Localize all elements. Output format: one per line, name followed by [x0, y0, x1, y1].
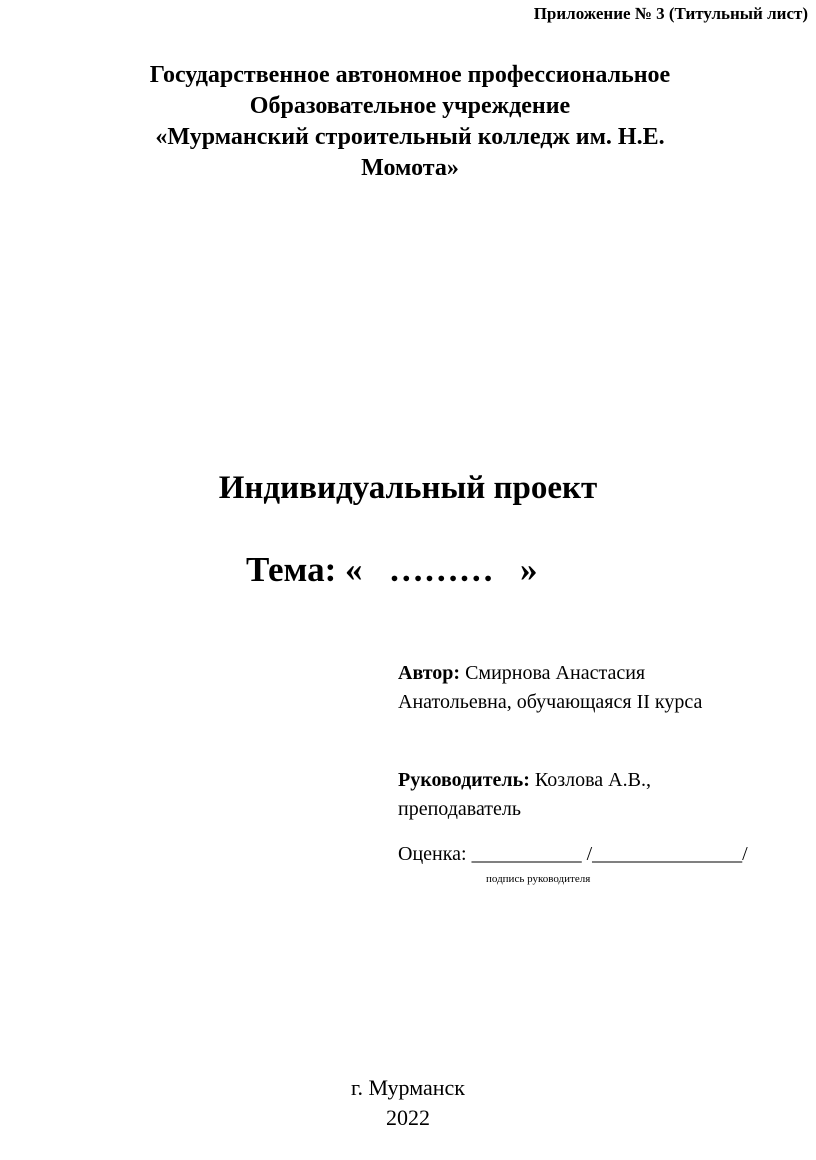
author-line-2: Анатольевна, обучающаяся II курса [398, 691, 703, 713]
supervisor-label: Руководитель: [398, 769, 530, 791]
signature-caption: подпись руководителя [486, 873, 591, 885]
institution-line-4: Момота» [361, 155, 459, 181]
institution-line-3: «Мурманский строительный колледж им. Н.Е. [155, 124, 665, 150]
project-topic: Тема: « ……… » [246, 550, 538, 589]
appendix-label: Приложение № 3 (Титульный лист) [533, 4, 808, 23]
institution-line-2: Образовательное учреждение [249, 93, 571, 119]
footer-year: 2022 [386, 1105, 430, 1130]
supervisor-line-2: преподаватель [398, 798, 522, 820]
author-block [398, 659, 702, 717]
footer [0, 1073, 816, 1133]
project-title [0, 470, 816, 507]
author-label: Автор: [398, 662, 461, 684]
project-title-text: Индивидуальный проект [218, 470, 598, 506]
author-name: Смирнова Анастасия [465, 662, 646, 684]
supervisor-line-1 [398, 766, 651, 795]
institution-name [60, 60, 760, 184]
grade-line: Оценка: ___________ /_______________/ [398, 843, 748, 865]
supervisor-name: Козлова А.В., [534, 769, 651, 791]
author-line-1 [398, 659, 702, 688]
footer-city: г. Мурманск [351, 1075, 465, 1100]
institution-line-1: Государственное автономное профессиональное [149, 62, 671, 88]
supervisor-block [398, 766, 651, 824]
